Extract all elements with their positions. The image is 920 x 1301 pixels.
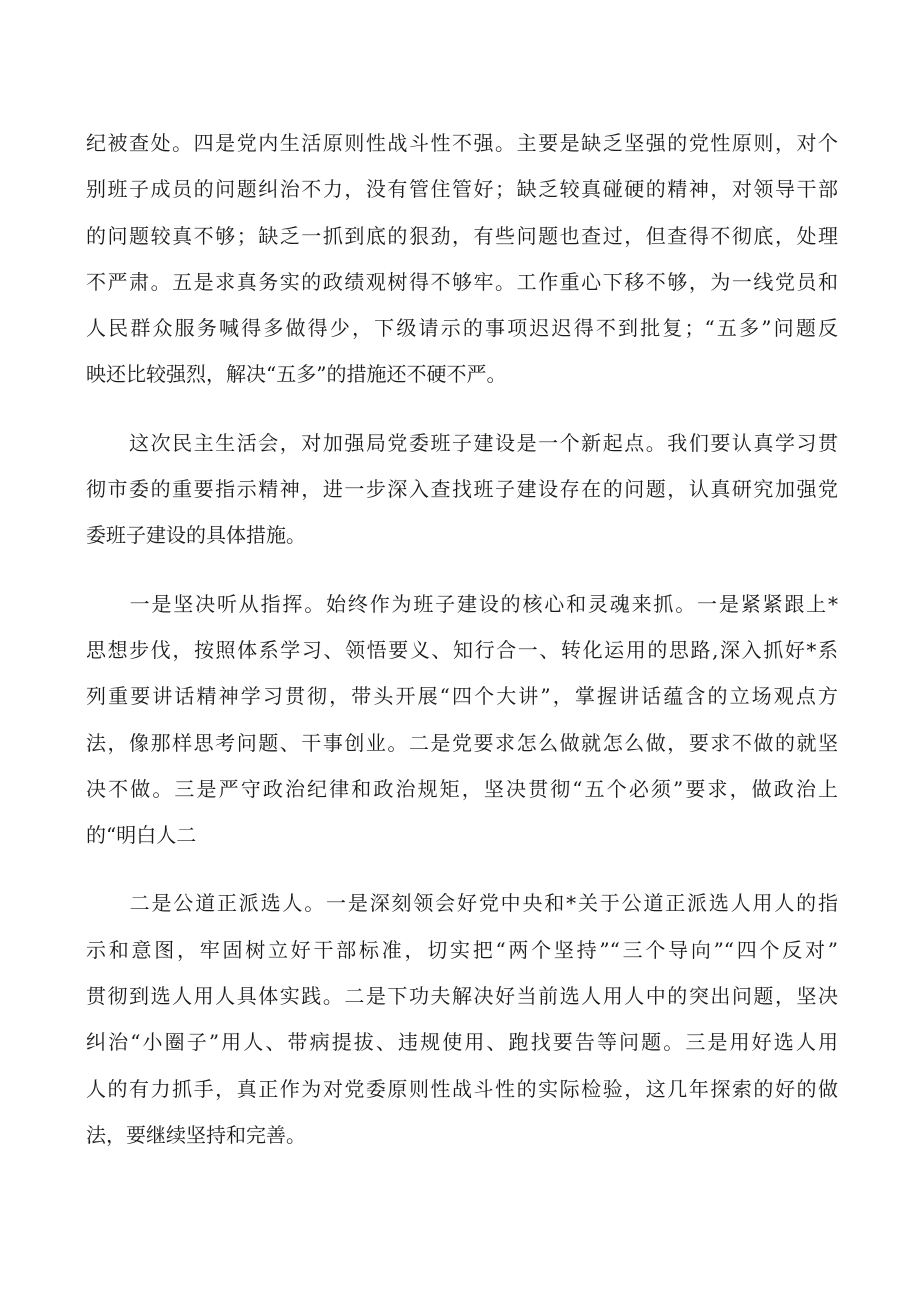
text-line: 思想步伐，按照体系学习、领悟要义、知行合一、转化运用的思路,深入抓好*系 [86,637,838,662]
text-line: 法，像那样思考问题、干事创业。二是党要求怎么做就怎么做，要求不做的就坚 [86,730,838,755]
text-line: 彻市委的重要指示精神，进一步深入查找班子建设存在的问题，认真研究加强党 [86,477,838,502]
text-line: 法，要继续坚持和完善。 [86,1122,306,1147]
text-line: 的问题较真不够；缺乏一抓到底的狠劲，有些问题也查过，但查得不彻底，处理 [86,223,838,248]
text-line: 纪被查处。四是党内生活原则性战斗性不强。主要是缺乏坚强的党性原则，对个 [86,131,838,155]
text-line: 二是公道正派选人。一是深刻领会好党中央和*关于公道正派选人用人的指 [86,891,838,916]
text-line: 列重要讲话精神学习贯彻，带头开展“四个大讲”，掌握讲话蕴含的立场观点方 [86,684,838,709]
paragraph-2 [86,420,838,559]
paragraph-3 [86,581,838,859]
text-line: 人民群众服务喊得多做得少，下级请示的事项迟迟得不到批复；“五多”问题反 [86,316,838,341]
paragraph-1 [86,120,838,398]
text-line: 示和意图，牢固树立好干部标准，切实把“两个坚持”“三个导向”“四个反对” [86,937,838,962]
paragraph-4 [86,880,838,1158]
text-line: 一是坚决听从指挥。始终作为班子建设的核心和灵魂来抓。一是紧紧跟上* [86,591,838,616]
text-line: 这次民主生活会，对加强局党委班子建设是一个新起点。我们要认真学习贯 [86,430,838,455]
text-line: 映还比较强烈，解决“五多”的措施还不硬不严。 [86,362,507,387]
paragraph-spacer [86,398,838,420]
paragraph-spacer [86,858,838,880]
text-line: 别班子成员的问题纠治不力，没有管住管好；缺乏较真碰硬的精神，对领导干部 [86,177,838,202]
paragraph-spacer [86,559,838,581]
text-line: 贯彻到选人用人具体实践。二是下功夫解决好当前选人用人中的突出问题，坚决 [86,984,838,1009]
text-line: 的“明白人二 [86,823,197,848]
text-line: 不严肃。五是求真务实的政绩观树得不够牢。工作重心下移不够，为一线党员和 [86,269,838,294]
text-line: 人的有力抓手，真正作为对党委原则性战斗性的实际检验，这几年探索的好的做 [86,1076,838,1101]
document-body [86,120,838,1158]
text-line: 纠治“小圈子”用人、带病提拔、违规使用、跑找要告等问题。三是用好选人用 [86,1030,838,1055]
text-line: 委班子建设的具体措施。 [86,523,306,548]
text-line: 决不做。三是严守政治纪律和政治规矩，坚决贯彻“五个必须”要求，做政治上 [86,776,838,801]
